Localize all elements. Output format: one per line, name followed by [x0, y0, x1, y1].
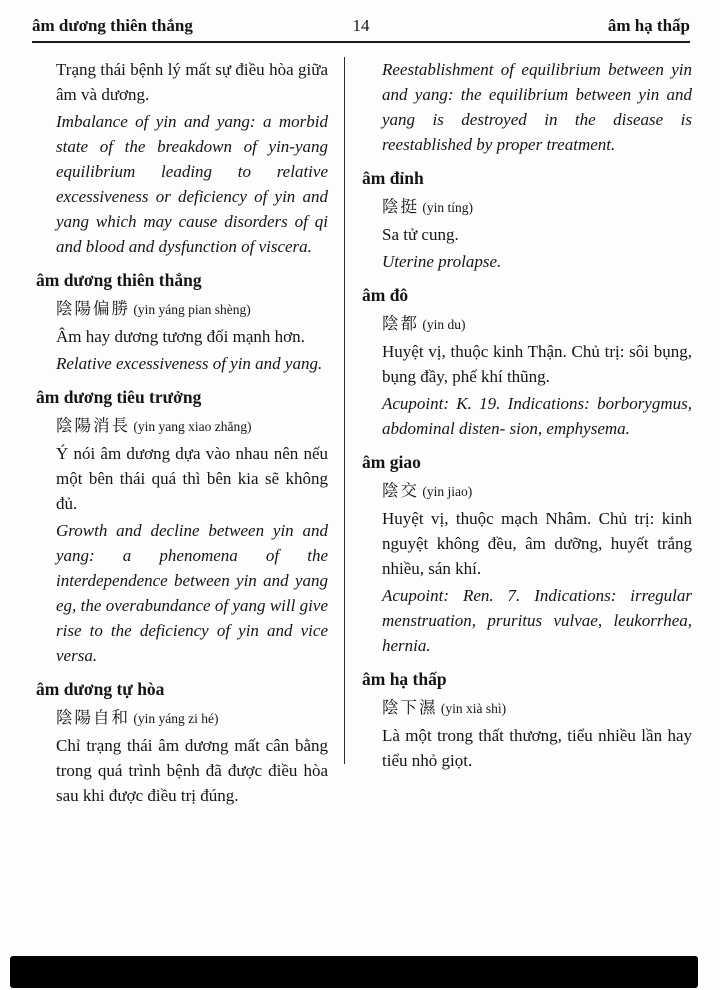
entry-vietnamese-text: Huyệt vị, thuộc mạch Nhâm. Chủ trị: kinh nguyệt không đều, âm dưỡng, huyết trắng nhiều, sán khí. [382, 509, 692, 578]
entry-chinese-pinyin [56, 296, 328, 322]
entry-chinese-pinyin [56, 705, 328, 731]
pinyin-text: (yin yáng pian shèng) [130, 302, 251, 317]
pinyin-text: (yin yang xiao zhăng) [130, 419, 252, 434]
entry-headword: âm đỉnh [362, 168, 424, 188]
entry-headword: âm dương tiêu trưởng [36, 387, 202, 407]
entry-english-translation: Imbalance of yin and yang: a morbid state of the breakdown of yin-yang equilibrium leading to relative excessiveness or deficiency of yin and yang which may cause disorders of qi and blood and dysfunction of viscera. [56, 112, 328, 256]
hanzi-text: 陰陽自和 [56, 708, 130, 727]
entry-vietnamese-text: Là một trong thất thương, tiểu nhiều lần hay tiểu nhỏ giọt. [382, 726, 692, 770]
pinyin-text: (yin tíng) [419, 200, 473, 215]
hanzi-text: 陰都 [382, 314, 419, 333]
entry-english-translation: Growth and decline between yin and yang: a phenomena of the interdependence between yin and yang eg, the overabundance of yang will give rise to the deficiency of yin and vice versa. [56, 521, 328, 665]
entry-headword: âm giao [362, 452, 421, 472]
column-left [36, 57, 344, 810]
entry-english-translation: Acupoint: Ren. 7. Indications: irregular menstruation, pruritus vulvae, leukorrhea, hernia. [382, 586, 692, 655]
pinyin-text: (yin yáng zi hé) [130, 711, 219, 726]
pinyin-text: (yin du) [419, 317, 466, 332]
entry-chinese-pinyin [382, 311, 692, 337]
hanzi-text: 陰陽消長 [56, 416, 130, 435]
dictionary-columns [0, 43, 720, 810]
entry-vietnamese-text: Âm hay dương tương đối mạnh hơn. [56, 327, 305, 346]
entry-chinese-pinyin [382, 695, 692, 721]
scan-artifact-bar [10, 956, 698, 988]
header-left-headword: âm dương thiên thắng [32, 16, 193, 35]
page-number: 14 [352, 16, 370, 35]
hanzi-text: 陰挺 [382, 197, 419, 216]
column-right [345, 57, 692, 810]
entry-english-translation: Reestablishment of equilibrium between yin and yang: the equilibrium between yin and yang is destroyed in the disease is reestablished by proper treatment. [382, 60, 692, 154]
running-header [0, 0, 720, 36]
entry-chinese-pinyin [382, 194, 692, 220]
entry-vietnamese-text: Ý nói âm dương dựa vào nhau nên nếu một bên thái quá thì bên kia sẽ không đủ. [56, 444, 328, 513]
entry-vietnamese-text: Trạng thái bệnh lý mất sự điều hòa giữa âm và dương. [56, 60, 328, 104]
entry-chinese-pinyin [56, 413, 328, 439]
pinyin-text: (yin jiao) [419, 484, 473, 499]
hanzi-text: 陰交 [382, 481, 419, 500]
entry-english-translation: Acupoint: K. 19. Indications: borborygmus, abdominal disten- sion, emphysema. [382, 394, 692, 438]
entry-english-translation: Uterine prolapse. [382, 252, 502, 271]
header-right-headword: âm hạ thấp [607, 16, 690, 35]
entry-headword: âm hạ thấp [362, 669, 447, 689]
entry-vietnamese-text: Chỉ trạng thái âm dương mất cân bằng trong quá trình bệnh đã được điều hòa sau khi được điều trị đúng. [56, 736, 328, 805]
entry-headword: âm dương thiên thắng [36, 270, 202, 290]
hanzi-text: 陰陽偏勝 [56, 299, 130, 318]
hanzi-text: 陰下濕 [382, 698, 438, 717]
entry-headword: âm dương tự hòa [36, 679, 165, 699]
pinyin-text: (yin xià shì) [437, 701, 507, 716]
entry-english-translation: Relative excessiveness of yin and yang. [56, 354, 323, 373]
entry-headword: âm đô [362, 285, 409, 305]
entry-chinese-pinyin [382, 478, 692, 504]
entry-vietnamese-text: Huyệt vị, thuộc kinh Thận. Chủ trị: sôi bụng, bụng đầy, phế khí thũng. [382, 342, 692, 386]
entry-vietnamese-text: Sa tử cung. [382, 225, 459, 244]
